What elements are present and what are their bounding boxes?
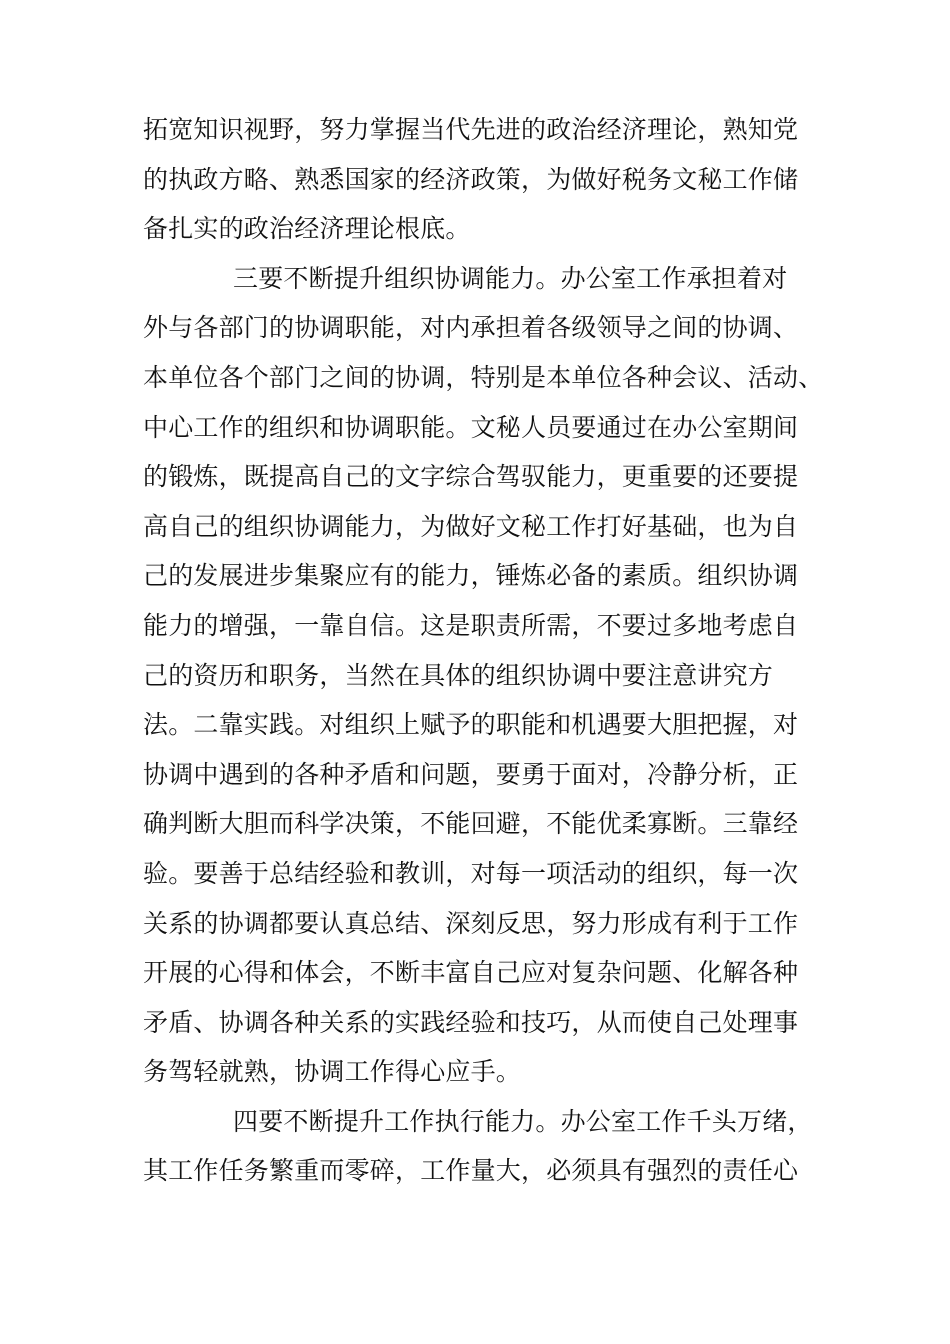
text-line: 本单位各个部门之间的协调，特别是本单位各种会议、活动、 bbox=[143, 362, 824, 392]
text-line: 关系的协调都要认真总结、深刻反思，努力形成有利于工作 bbox=[143, 908, 799, 938]
text-line: 务驾轻就熟，协调工作得心应手。 bbox=[143, 1057, 522, 1087]
text-line: 备扎实的政治经济理论根底。 bbox=[143, 214, 471, 244]
text-line: 的执政方略、熟悉国家的经济政策，为做好税务文秘工作储 bbox=[143, 164, 799, 194]
paragraph-1 bbox=[143, 105, 813, 254]
text-line: 确判断大胆而科学决策，不能回避，不能优柔寡断。三靠经 bbox=[143, 809, 799, 839]
text-line: 矛盾、协调各种关系的实践经验和技巧，从而使自己处理事 bbox=[143, 1007, 799, 1037]
document-body bbox=[143, 105, 824, 1196]
text-line: 高自己的组织协调能力，为做好文秘工作打好基础，也为自 bbox=[143, 511, 799, 541]
paragraph-3 bbox=[143, 1097, 813, 1196]
paragraph-2 bbox=[143, 254, 824, 1097]
text-line: 外与各部门的协调职能，对内承担着各级领导之间的协调、 bbox=[143, 313, 799, 343]
text-line: 的锻炼，既提高自己的文字综合驾驭能力，更重要的还要提 bbox=[143, 462, 799, 492]
text-line: 中心工作的组织和协调职能。文秘人员要通过在办公室期间 bbox=[143, 412, 799, 442]
text-line: 己的资历和职务，当然在具体的组织协调中要注意讲究方 bbox=[143, 660, 774, 690]
text-line: 其工作任务繁重而零碎，工作量大，必须具有强烈的责任心 bbox=[143, 1156, 799, 1186]
text-line: 验。要善于总结经验和教训，对每一项活动的组织，每一次 bbox=[143, 858, 799, 888]
text-line: 协调中遇到的各种矛盾和问题，要勇于面对，冷静分析，正 bbox=[143, 759, 799, 789]
text-line: 法。二靠实践。对组织上赋予的职能和机遇要大胆把握，对 bbox=[143, 710, 799, 740]
text-line: 拓宽知识视野，努力掌握当代先进的政治经济理论，熟知党 bbox=[143, 115, 799, 144]
text-line: 己的发展进步集聚应有的能力，锤炼必备的素质。组织协调 bbox=[143, 561, 799, 591]
text-line: 四要不断提升工作执行能力。办公室工作千头万绪， bbox=[233, 1106, 813, 1136]
text-line: 能力的增强，一靠自信。这是职责所需，不要过多地考虑自 bbox=[143, 610, 799, 640]
text-line: 三要不断提升组织协调能力。办公室工作承担着对 bbox=[233, 263, 788, 293]
text-line: 开展的心得和体会，不断丰富自己应对复杂问题、化解各种 bbox=[143, 958, 799, 988]
